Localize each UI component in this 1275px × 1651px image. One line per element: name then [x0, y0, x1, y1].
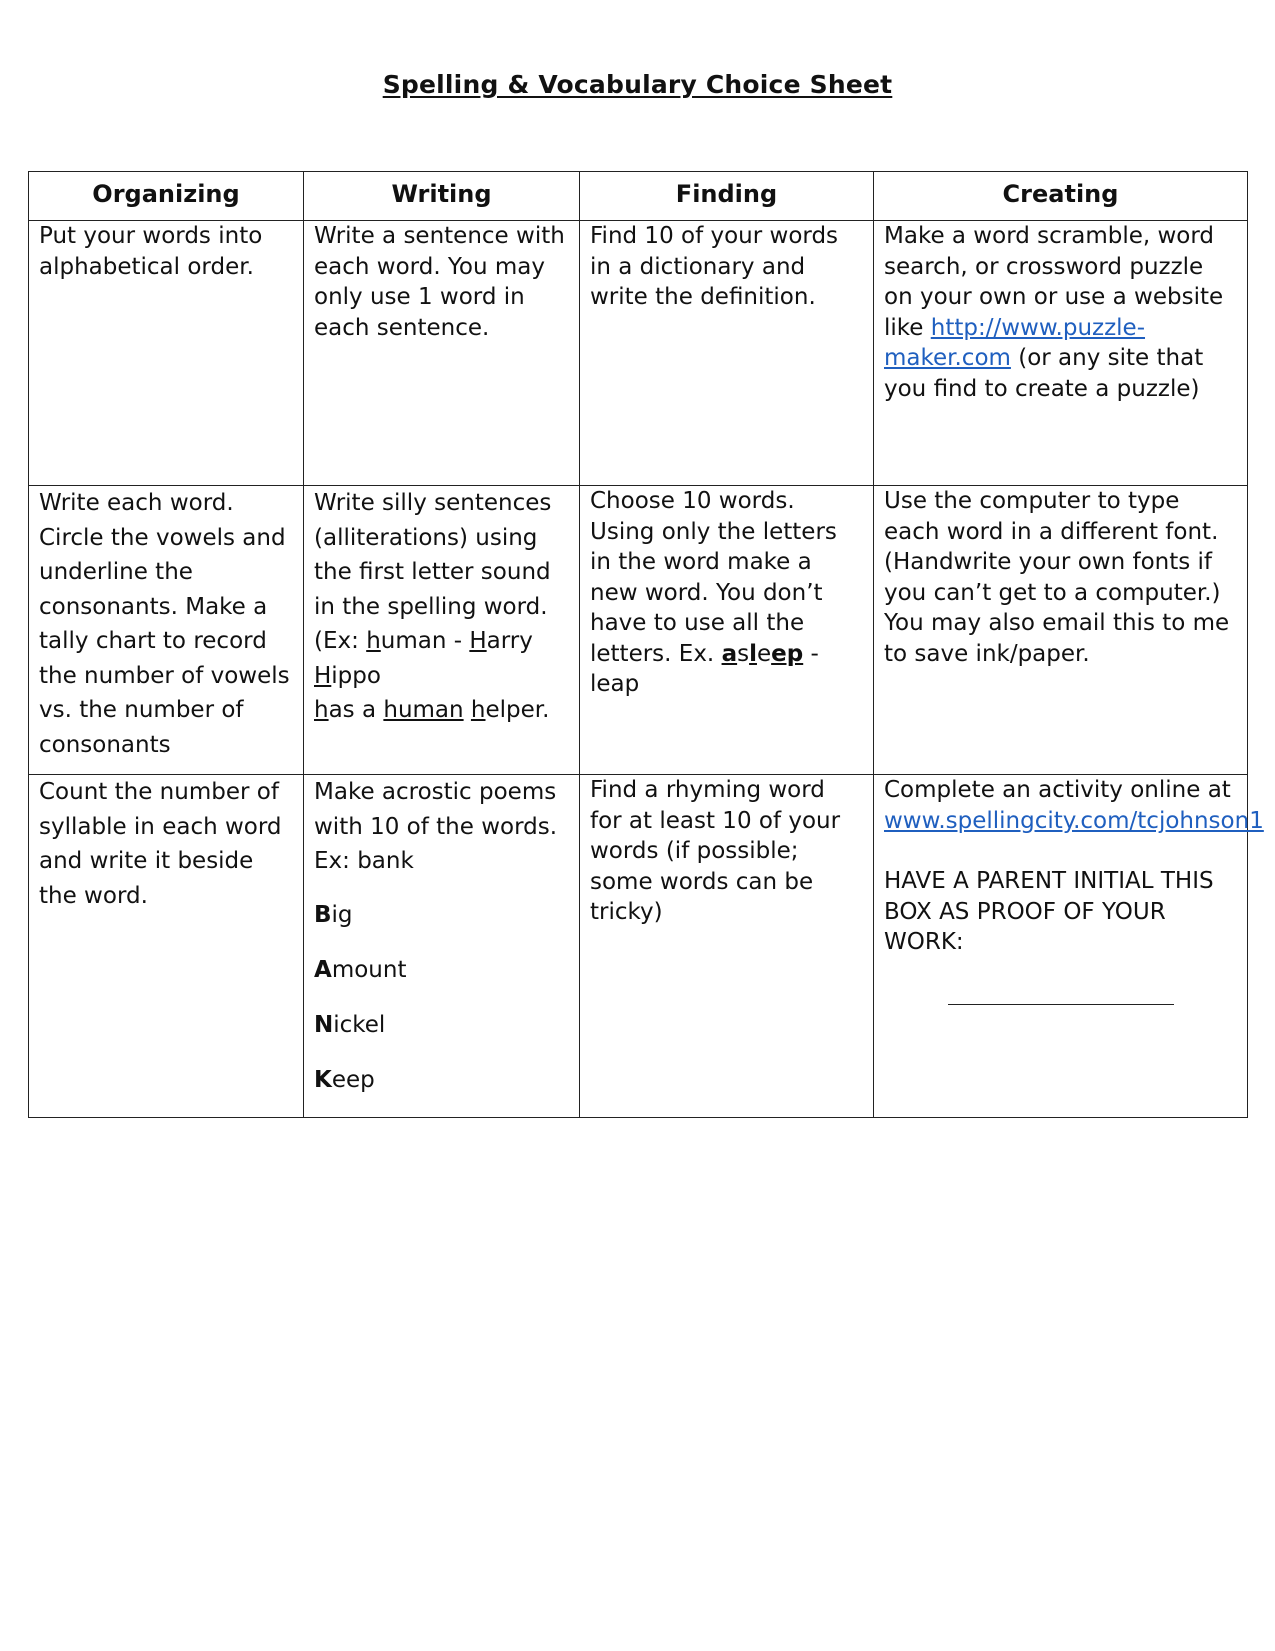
cell-finding-3 [580, 775, 874, 1118]
acrostic-initial: A [314, 956, 332, 983]
cell-creating-1 [874, 221, 1248, 486]
cell-text: e [756, 640, 772, 667]
acrostic-line [314, 1007, 569, 1043]
cell-text: Find a rhyming word for at least 10 of your words (if possible; some words can be tricky) [590, 777, 841, 925]
cell-text: Complete an activity online at [884, 777, 1231, 803]
header-organizing: Organizing [29, 172, 304, 221]
acrostic-initial: K [314, 1066, 332, 1093]
header-row [29, 172, 1248, 221]
header-creating: Creating [874, 172, 1248, 221]
spellingcity-link[interactable]: www.spellingcity.com/tcjohnson1 [884, 807, 1264, 834]
cell-text: (or any site that you find to create a puzzle) [884, 345, 1204, 402]
table-row [29, 221, 1248, 486]
cell-organizing-1 [29, 221, 304, 486]
underlined-letter: H [314, 662, 332, 689]
acrostic-rest: ig [331, 901, 353, 928]
cell-text: as a [328, 697, 384, 723]
cell-text: - leap [590, 640, 819, 697]
underlined-letter: h [470, 697, 486, 723]
cell-text: - [446, 628, 470, 654]
cell-finding-2 [580, 486, 874, 775]
acrostic-line [314, 1062, 569, 1098]
acrostic-line [314, 952, 569, 988]
cell-text: uman [380, 628, 447, 654]
cell-text: Write a sentence with each word. You may only use 1 word in each sentence. [314, 223, 565, 341]
choice-table [28, 171, 1264, 1118]
cell-creating-3 [874, 775, 1264, 1118]
cell-text: ippo [331, 662, 381, 689]
cell-text: Write each word. Circle the vowels and underline the consonants. Make a tally chart to record the number of vowels vs. the number of consonants [39, 490, 290, 758]
acrostic-rest: ickel [333, 1011, 386, 1038]
cell-text: Find 10 of your words in a dictionary and write the definition. [590, 223, 839, 310]
header-finding: Finding [580, 172, 874, 221]
cell-organizing-3 [29, 775, 304, 1118]
puzzle-maker-link[interactable]: http://www.puzzle-maker.com [884, 314, 1146, 371]
underlined-letter: H [469, 628, 487, 654]
acrostic-rest: mount [331, 956, 407, 983]
cell-text: arry [486, 628, 533, 654]
table-row [29, 775, 1248, 1118]
cell-text [464, 697, 471, 723]
cell-organizing-2 [29, 486, 304, 775]
spacer [884, 836, 1237, 866]
cell-writing-3 [304, 775, 580, 1118]
underlined-letter: h [366, 628, 381, 654]
cell-finding-1 [580, 221, 874, 486]
page-title: Spelling & Vocabulary Choice Sheet [382, 70, 893, 99]
cell-text: Write silly sentences (alliterations) using the first letter sound in the spelling word. (Ex: [314, 490, 552, 654]
bold-underlined-letter: a [721, 640, 738, 667]
underlined-word: human [383, 697, 464, 723]
acrostic-initial: B [314, 901, 332, 928]
signature-line[interactable] [948, 1004, 1174, 1005]
acrostic-rest: eep [331, 1066, 375, 1093]
cell-creating-2 [874, 486, 1248, 775]
header-writing: Writing [304, 172, 580, 221]
underlined-letter: h [314, 697, 329, 723]
cell-text: Make a word scramble, word search, or crossword puzzle on your own or use a website like [884, 223, 1224, 341]
cell-writing-2 [304, 486, 580, 775]
cell-text: elper. [485, 697, 550, 723]
table-row [29, 486, 1248, 775]
bold-underlined-letters: ep [771, 640, 804, 667]
acrostic-list [314, 897, 569, 1098]
acrostic-line [314, 897, 569, 933]
acrostic-initial: N [314, 1011, 334, 1038]
cell-text: Make acrostic poems with 10 of the words. Ex: bank [314, 779, 558, 874]
cell-text: Choose 10 words. Using only the letters in the word make a new word. You don’t have to use all the letters. Ex. [590, 488, 837, 667]
cell-writing-1 [304, 221, 580, 486]
parent-initial-note: HAVE A PARENT INITIAL THIS BOX AS PROOF OF YOUR WORK: [884, 868, 1214, 955]
cell-text: Put your words into alphabetical order. [39, 223, 263, 280]
cell-text: Use the computer to type each word in a different font. (Handwrite your own fonts if you can’t get to a computer.) You may also email this to me to save ink/paper. [884, 488, 1230, 667]
cell-text: s [737, 640, 750, 667]
bold-underlined-letter: l [749, 640, 757, 667]
cell-text: Count the number of syllable in each word and write it beside the word. [39, 779, 282, 909]
